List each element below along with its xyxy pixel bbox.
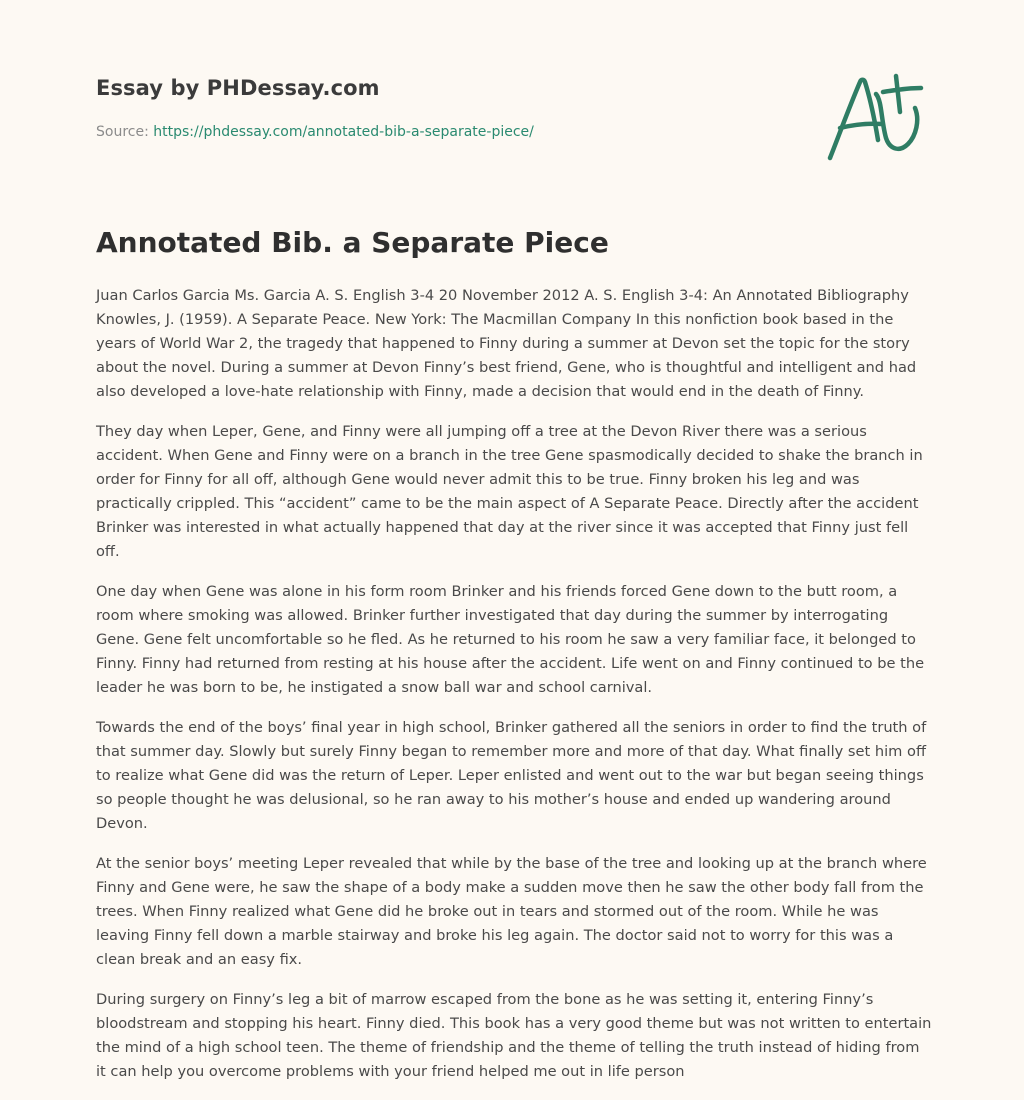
source-line (96, 124, 534, 140)
article-title: Annotated Bib. a Separate Piece (96, 226, 609, 259)
source-label: Source: (96, 124, 149, 140)
a-plus-logo-icon (820, 68, 932, 168)
paragraph: They day when Leper, Gene, and Finny were all jumping off a tree at the Devon River there was a serious accident. When Gene and Finny were on a branch in the tree Gene spasmodically decided to shake the branch in order for Finny for all off, although Gene would never admit this to be true. Finny broken his leg and was practically crippled. This “accident” came to be the main aspect of A Separate Peace. Directly after the accident Brinker was interested in what actually happened that day at the river since it was accepted that Finny just fell off. (96, 423, 923, 560)
source-link[interactable]: https://phdessay.com/annotated-bib-a-separate-piece/ (153, 124, 534, 140)
paragraph: Juan Carlos Garcia Ms. Garcia A. S. English 3-4 20 November 2012 A. S. English 3-4: An Annotated Bibliography Knowles, J. (1959). A Separate Peace. New York: The Macmillan Company In this nonfiction book based in the years of World War 2, the tragedy that happened to Finny during a summer at Devon set the topic for the story about the novel. During a summer at Devon Finny’s best friend, Gene, who is thoughtful and intelligent and had also developed a love-hate relationship with Finny, made a decision that would end in the death of Finny. (96, 287, 917, 400)
paragraph: Towards the end of the boys’ final year in high school, Brinker gathered all the seniors in order to find the truth of that summer day. Slowly but surely Finny began to remember more and more of that day. What finally set him off to realize what Gene did was the return of Leper. Leper enlisted and went out to the war but began seeing things so people thought he was delusional, so he ran away to his mother’s house and ended up wandering around Devon. (96, 719, 927, 832)
article-body (96, 284, 932, 1100)
paragraph: One day when Gene was alone in his form room Brinker and his friends forced Gene down to the butt room, a room where smoking was allowed. Brinker further investigated that day during the summer by interrogating Gene. Gene felt uncomfortable so he fled. As he returned to his room he saw a very familiar face, it belonged to Finny. Finny had returned from resting at his house after the accident. Life went on and Finny continued to be the leader he was born to be, he instigated a snow ball war and school carnival. (96, 583, 925, 696)
site-brand: Essay by PHDessay.com (96, 76, 380, 100)
paragraph: At the senior boys’ meeting Leper revealed that while by the base of the tree and looking up at the branch where Finny and Gene were, he saw the shape of a body make a sudden move then he saw the other body fall from the trees. When Finny realized what Gene did he broke out in tears and stormed out of the room. While he was leaving Finny fell down a marble stairway and broke his leg again. The doctor said not to worry for this was a clean break and an easy fix. (96, 855, 927, 968)
paragraph: During surgery on Finny’s leg a bit of marrow escaped from the bone as he was setting it, entering Finny’s bloodstream and stopping his heart. Finny died. This book has a very good theme but was not written to entertain the mind of a high school teen. The theme of friendship and the theme of telling the truth instead of hiding from it can help you overcome problems with your friend helped me out in life person (96, 991, 932, 1080)
